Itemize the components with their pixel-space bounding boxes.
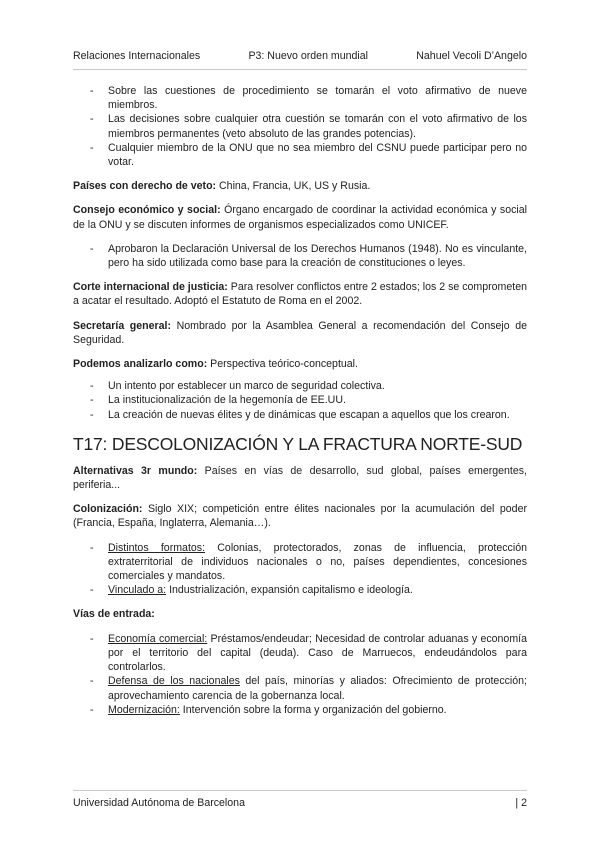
paragraph-label: Corte internacional de justicia: (73, 281, 228, 294)
list-item: - La creación de nuevas élites y de dinámicas que escapan a aquellos que los crearon. (73, 408, 527, 422)
paragraph-label: Colonización: (73, 503, 143, 516)
csnu-voting-list (73, 84, 527, 169)
colonizacion-paragraph: Colonización: Siglo XIX; competición entre élites nacionales por la acumulación del poder (Francia, España, Inglaterra, Alemania…). (73, 503, 527, 530)
header-course: Relaciones Internacionales (73, 50, 201, 62)
vias-list (73, 632, 527, 717)
analisis-list (73, 379, 527, 422)
list-item: - Economía comercial: Préstamos/endeudar; Necesidad de controlar aduanas y economía por el territorio del capital (deuda). Caso de Marruecos, endeudándolos para controlarlos. (73, 632, 527, 675)
colonizacion-list (73, 541, 527, 598)
list-item: - Aprobaron la Declaración Universal de los Derechos Humanos (1948). No es vinculante, pero ha sido utilizada como base para la creación de constituciones o leyes. (73, 242, 527, 270)
footer-divider (73, 790, 527, 791)
paragraph-label: Países con derecho de veto: (73, 180, 217, 193)
podemos-paragraph: Podemos analizarlo como: Perspectiva teórico-conceptual. (73, 358, 358, 371)
paragraph-label: Secretaría general: (73, 319, 172, 332)
header-author: Nahuel Vecoli D’Angelo (416, 50, 527, 62)
list-item: - Las decisiones sobre cualquier otra cuestión se tomarán con el voto afirmativo de los miembros permanentes (veto absoluto de las grandes potencias). (73, 112, 527, 140)
veto-paragraph: Países con derecho de veto: China, Francia, UK, US y Rusia. (73, 180, 371, 193)
list-item: - La institucionalización de la hegemonía de EE.UU. (73, 393, 527, 407)
consejo-paragraph: Consejo económico y social: Órgano encargado de coordinar la actividad económica y social de la ONU y se discuten informes de organismos especializados como UNICEF. (73, 204, 527, 231)
list-item: - Sobre las cuestiones de procedimiento se tomarán el voto afirmativo de nueve miembros. (73, 84, 527, 112)
paragraph-label: Consejo económico y social: (73, 204, 221, 217)
list-item: - Vinculado a: Industrialización, expansión capitalismo e ideología. (73, 583, 527, 597)
corte-paragraph: Corte internacional de justicia: Para resolver conflictos entre 2 estados; los 2 se comprometen a acatar el resultado. Adoptó el Estatuto de Roma en el 2002. (73, 281, 528, 308)
header-topic: P3: Nuevo orden mundial (248, 50, 369, 62)
page-header (73, 50, 527, 62)
consejo-list (73, 242, 527, 270)
list-item: - Un intento por establecer un marco de seguridad colectiva. (73, 379, 527, 393)
header-divider (73, 69, 527, 70)
list-item: - Modernización: Intervención sobre la forma y organización del gobierno. (73, 703, 527, 717)
page-footer (73, 797, 527, 809)
list-item: - Distintos formatos: Colonias, protectorados, zonas de influencia, protección extraterritorial de individuos nacionales o no, países dependientes, concesiones comerciales y mandatos. (73, 541, 527, 584)
alternativas-paragraph: Alternativas 3r mundo: Países en vías de desarrollo, sud global, países emergentes, periferia... (73, 464, 527, 492)
paragraph-label: Alternativas 3r mundo: (73, 464, 198, 477)
section-title: T17: DESCOLONIZACIÓN Y LA FRACTURA NORTE-SUD (73, 433, 523, 454)
secretaria-paragraph: Secretaría general: Nombrado por la Asamblea General a recomendación del Consejo de Seguridad. (73, 319, 527, 346)
footer-university: Universidad Autónoma de Barcelona (73, 797, 245, 809)
page-number: | 2 (515, 797, 527, 809)
paragraph-label: Podemos analizarlo como: (73, 358, 208, 371)
list-item: - Defensa de los nacionales del país, minorías y aliados: Ofrecimiento de protección; aprovechamiento carencia de la gobernanza local. (73, 674, 527, 702)
page-content (73, 84, 527, 717)
list-item: - Cualquier miembro de la ONU que no sea miembro del CSNU puede participar pero no votar. (73, 141, 527, 169)
vias-heading: Vías de entrada: (73, 608, 155, 621)
